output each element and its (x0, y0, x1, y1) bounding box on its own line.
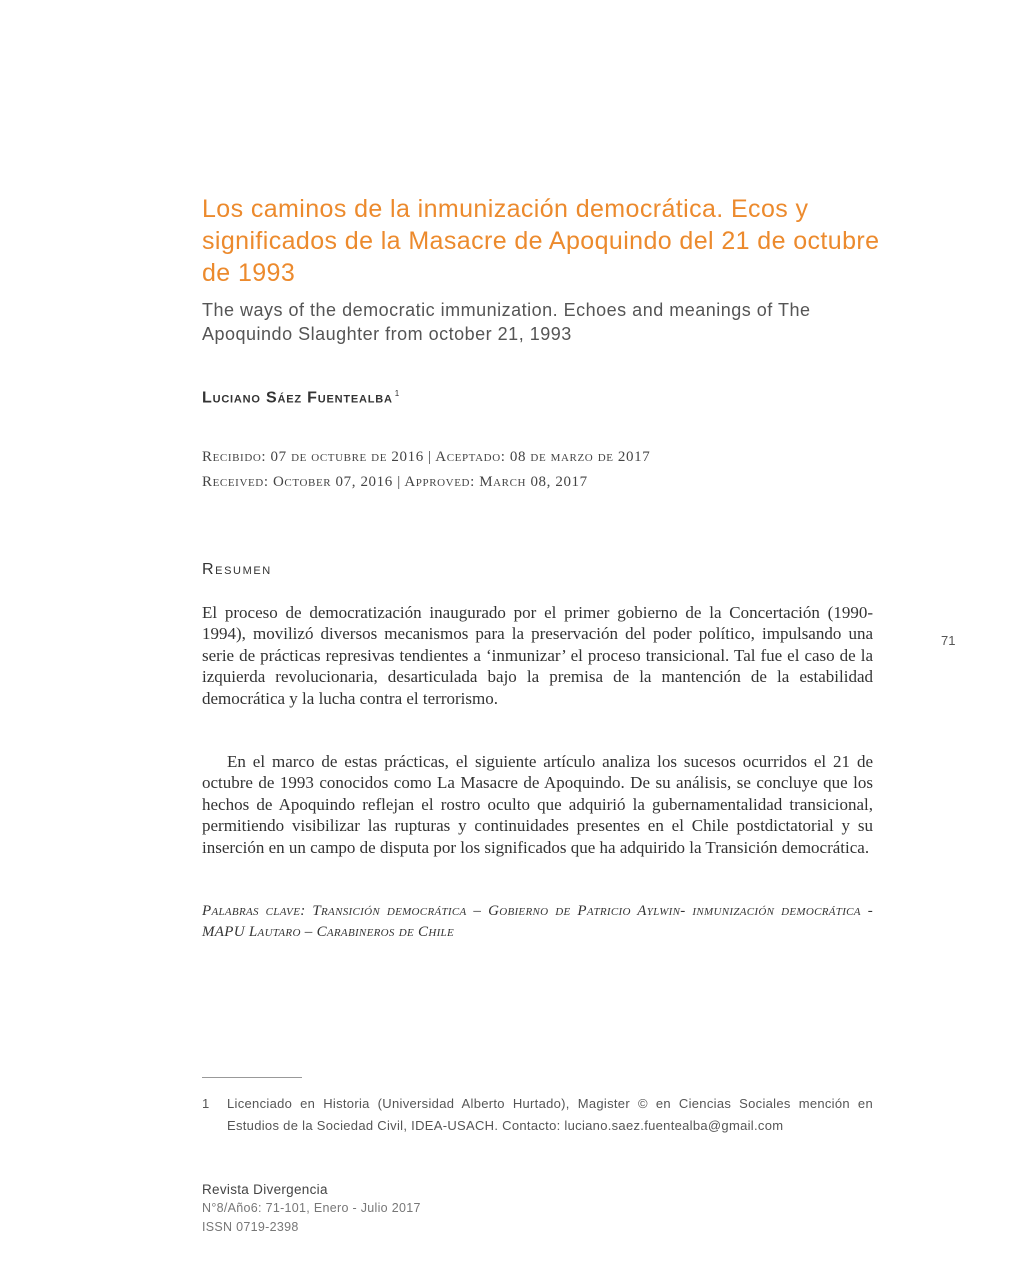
footnote-divider (202, 1077, 302, 1078)
abstract-paragraph-2: En el marco de estas prácticas, el siguiente artículo analiza los sucesos ocurridos el 21 de octubre de 1993 conocidos como La Masacre de Apoquindo. De su análisis, se concluye que los hechos de Apoquindo reflejan el rostro oculto que adquirió la gubernamentalidad transicional, permitiendo visibilizar las rupturas y continuidades presentes en el Chile postdictatorial y su inserción en un campo de disputa por los significados que ha adquirido la Transición democrática. (202, 752, 873, 857)
journal-issue: N°8/Año6: 71-101, Enero - Julio 2017 (202, 1201, 421, 1215)
dates-spanish: Recibido: 07 de octubre de 2016 | Aceptado: 08 de marzo de 2017 (202, 449, 651, 465)
journal-info (202, 1180, 421, 1237)
article-subtitle-english: The ways of the democratic immunization. Echoes and meanings of The Apoquindo Slaughter from october 21, 1993 (202, 300, 811, 344)
author-name: Luciano Sáez Fuentealba (202, 389, 393, 407)
page-number: 71 (941, 633, 956, 648)
footnote-text: Licenciado en Historia (Universidad Alberto Hurtado), Magister © en Ciencias Sociales mención en Estudios de la Sociedad Civil, IDEA-USACH. Contacto: luciano.saez.fuentealba@gmail.com (227, 1096, 873, 1133)
keywords: Palabras clave: Transición democrática – Gobierno de Patricio Aylwin- inmunización democrática - MAPU Lautaro – Carabineros de Chile (202, 903, 873, 941)
abstract-paragraph-1: El proceso de democratización inaugurado por el primer gobierno de la Concertación (1990-1994), movilizó diversos mecanismos para la preservación del poder político, impulsando una serie de prácticas represivas tendientes a ‘inmunizar’ el proceso transicional. Tal fue el caso de la izquierda revolucionaria, desarticulada bajo la premisa de la mantención de la estabilidad democrática y la lucha contra el terrorismo. (202, 603, 873, 708)
journal-issn: ISSN 0719-2398 (202, 1220, 299, 1234)
dates-english: Received: October 07, 2016 | Approved: March 08, 2017 (202, 474, 588, 490)
footnote (202, 1093, 873, 1137)
footnote-number: 1 (202, 1096, 210, 1111)
abstract-heading: Resumen (202, 561, 272, 578)
journal-name: Revista Divergencia (202, 1182, 328, 1197)
author-footnote-mark: 1 (394, 389, 400, 398)
author-line (202, 389, 400, 407)
article-title: Los caminos de la inmunización democrática. Ecos y significados de la Masacre de Apoquindo del 21 de octubre de 1993 (202, 195, 880, 287)
